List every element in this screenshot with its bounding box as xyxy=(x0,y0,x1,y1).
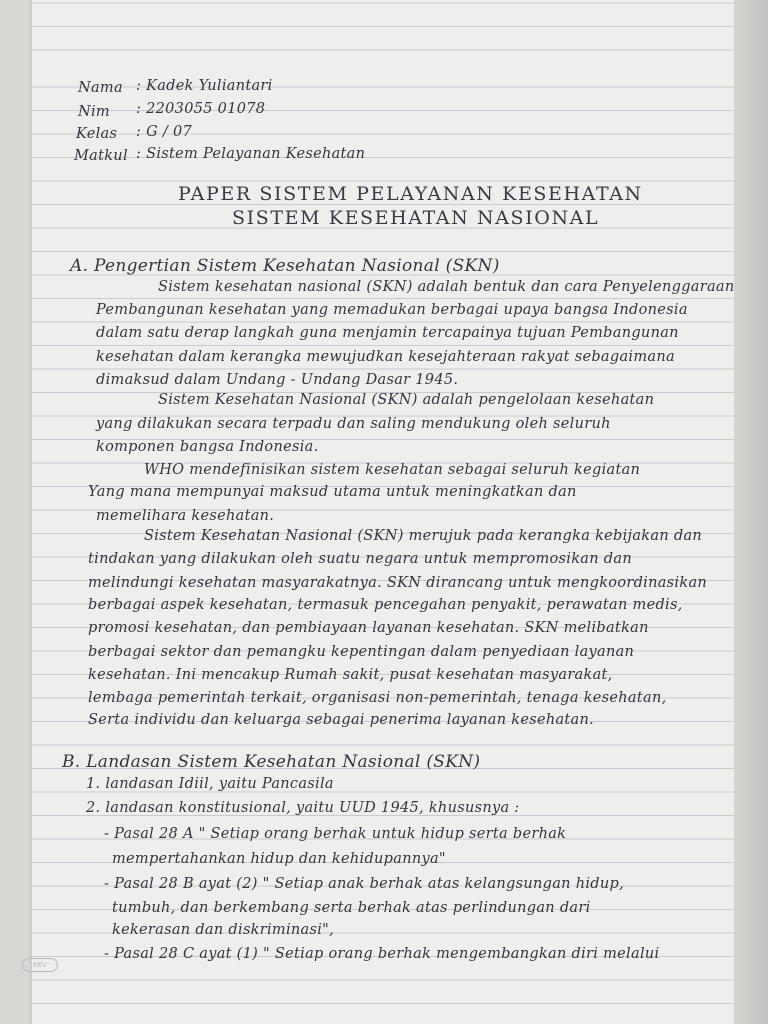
section-a-text-line: kesehatan dalam kerangka mewujudkan kesejahteraan rakyat sebagaimana xyxy=(96,349,675,365)
section-a-text-line: dalam satu derap langkah guna menjamin tercapainya tujuan Pembangunan xyxy=(96,325,679,341)
section-a-text-line: Yang mana mempunyai maksud utama untuk meningkatkan dan xyxy=(88,484,577,500)
matkul-label: Matkul xyxy=(74,148,128,164)
matkul-value: : Sistem Pelayanan Kesehatan xyxy=(136,146,366,162)
section-a-text-line: yang dilakukan secara terpadu dan saling mendukung oleh seluruh xyxy=(96,416,611,432)
nama-label: Nama xyxy=(78,80,123,96)
section-a-text-line: Sistem kesehatan nasional (SKN) adalah bentuk dan cara Penyelenggaraan xyxy=(158,279,735,295)
section-b-text-line: - Pasal 28 B ayat (2) " Setiap anak berhak atas kelangsungan hidup, xyxy=(104,876,624,892)
section-a-text-line: WHO mendefinisikan sistem kesehatan sebagai seluruh kegiatan xyxy=(144,462,641,478)
section-b-text-line: kekerasan dan diskriminasi", xyxy=(112,922,335,938)
section-a-text-line: berbagai aspek kesehatan, termasuk pencegahan penyakit, perawatan medis, xyxy=(88,597,683,613)
section-a-text-line: komponen bangsa Indonesia. xyxy=(96,439,319,455)
section-b-text-line: - Pasal 28 C ayat (1) " Setiap orang berhak mengembangkan diri melalui xyxy=(104,946,660,962)
section-a-text-line: promosi kesehatan, dan pembiayaan layanan kesehatan. SKN melibatkan xyxy=(88,620,649,636)
section-a-text-line: dimaksud dalam Undang - Undang Dasar 1945. xyxy=(96,372,459,388)
paper-title-line-1: PAPER SISTEM PELAYANAN KESEHATAN xyxy=(178,183,643,205)
section-a-text-line: Serta individu dan keluarga sebagai penerima layanan kesehatan. xyxy=(88,712,595,728)
section-a-text-line: lembaga pemerintah terkait, organisasi non-pemerintah, tenaga kesehatan, xyxy=(88,690,667,706)
section-a-text-line: kesehatan. Ini mencakup Rumah sakit, pusat kesehatan masyarakat, xyxy=(88,667,613,683)
section-a-text-line: Pembangunan kesehatan yang memadukan berbagai upaya bangsa Indonesia xyxy=(96,302,688,318)
section-b-text-line: 1. landasan Idiil, yaitu Pancasila xyxy=(86,776,334,792)
kelas-value: : G / 07 xyxy=(136,124,193,140)
section-a-heading: A. Pengertian Sistem Kesehatan Nasional (SKN) xyxy=(70,256,500,276)
kelas-label: Kelas xyxy=(76,126,118,142)
nim-label: Nim xyxy=(78,104,110,120)
section-b-heading: B. Landasan Sistem Kesehatan Nasional (SKN) xyxy=(62,752,481,772)
section-b-text-line: 2. landasan konstitusional, yaitu UUD 1945, khususnya : xyxy=(86,800,520,816)
section-a-text-line: berbagai sektor dan pemangku kepentingan dalam penyediaan layanan xyxy=(88,644,635,660)
paper-title-line-2: SISTEM KESEHATAN NASIONAL xyxy=(232,207,600,229)
nim-value: : 2203055 01078 xyxy=(136,101,266,117)
section-b-text-line: - Pasal 28 A " Setiap orang berhak untuk hidup serta berhak xyxy=(104,826,567,842)
section-a-text-line: memelihara kesehatan. xyxy=(96,508,275,524)
section-a-text-line: tindakan yang dilakukan oleh suatu negara untuk mempromosikan dan xyxy=(88,551,632,567)
section-a-text-line: Sistem Kesehatan Nasional (SKN) merujuk pada kerangka kebijakan dan xyxy=(144,528,703,544)
section-a-text-line: melindungi kesehatan masyarakatnya. SKN dirancang untuk mengkoordinasikan xyxy=(88,575,708,591)
section-b-text-line: mempertahankan hidup dan kehidupannya" xyxy=(112,851,446,867)
notebook-stamp: KKV xyxy=(22,958,58,972)
section-b-text-line: tumbuh, dan berkembang serta berhak atas perlindungan dari xyxy=(112,900,591,916)
page-edge-shadow xyxy=(734,0,768,1024)
nama-value: : Kadek Yuliantari xyxy=(136,78,273,94)
section-a-text-line: Sistem Kesehatan Nasional (SKN) adalah pengelolaan kesehatan xyxy=(158,392,655,408)
